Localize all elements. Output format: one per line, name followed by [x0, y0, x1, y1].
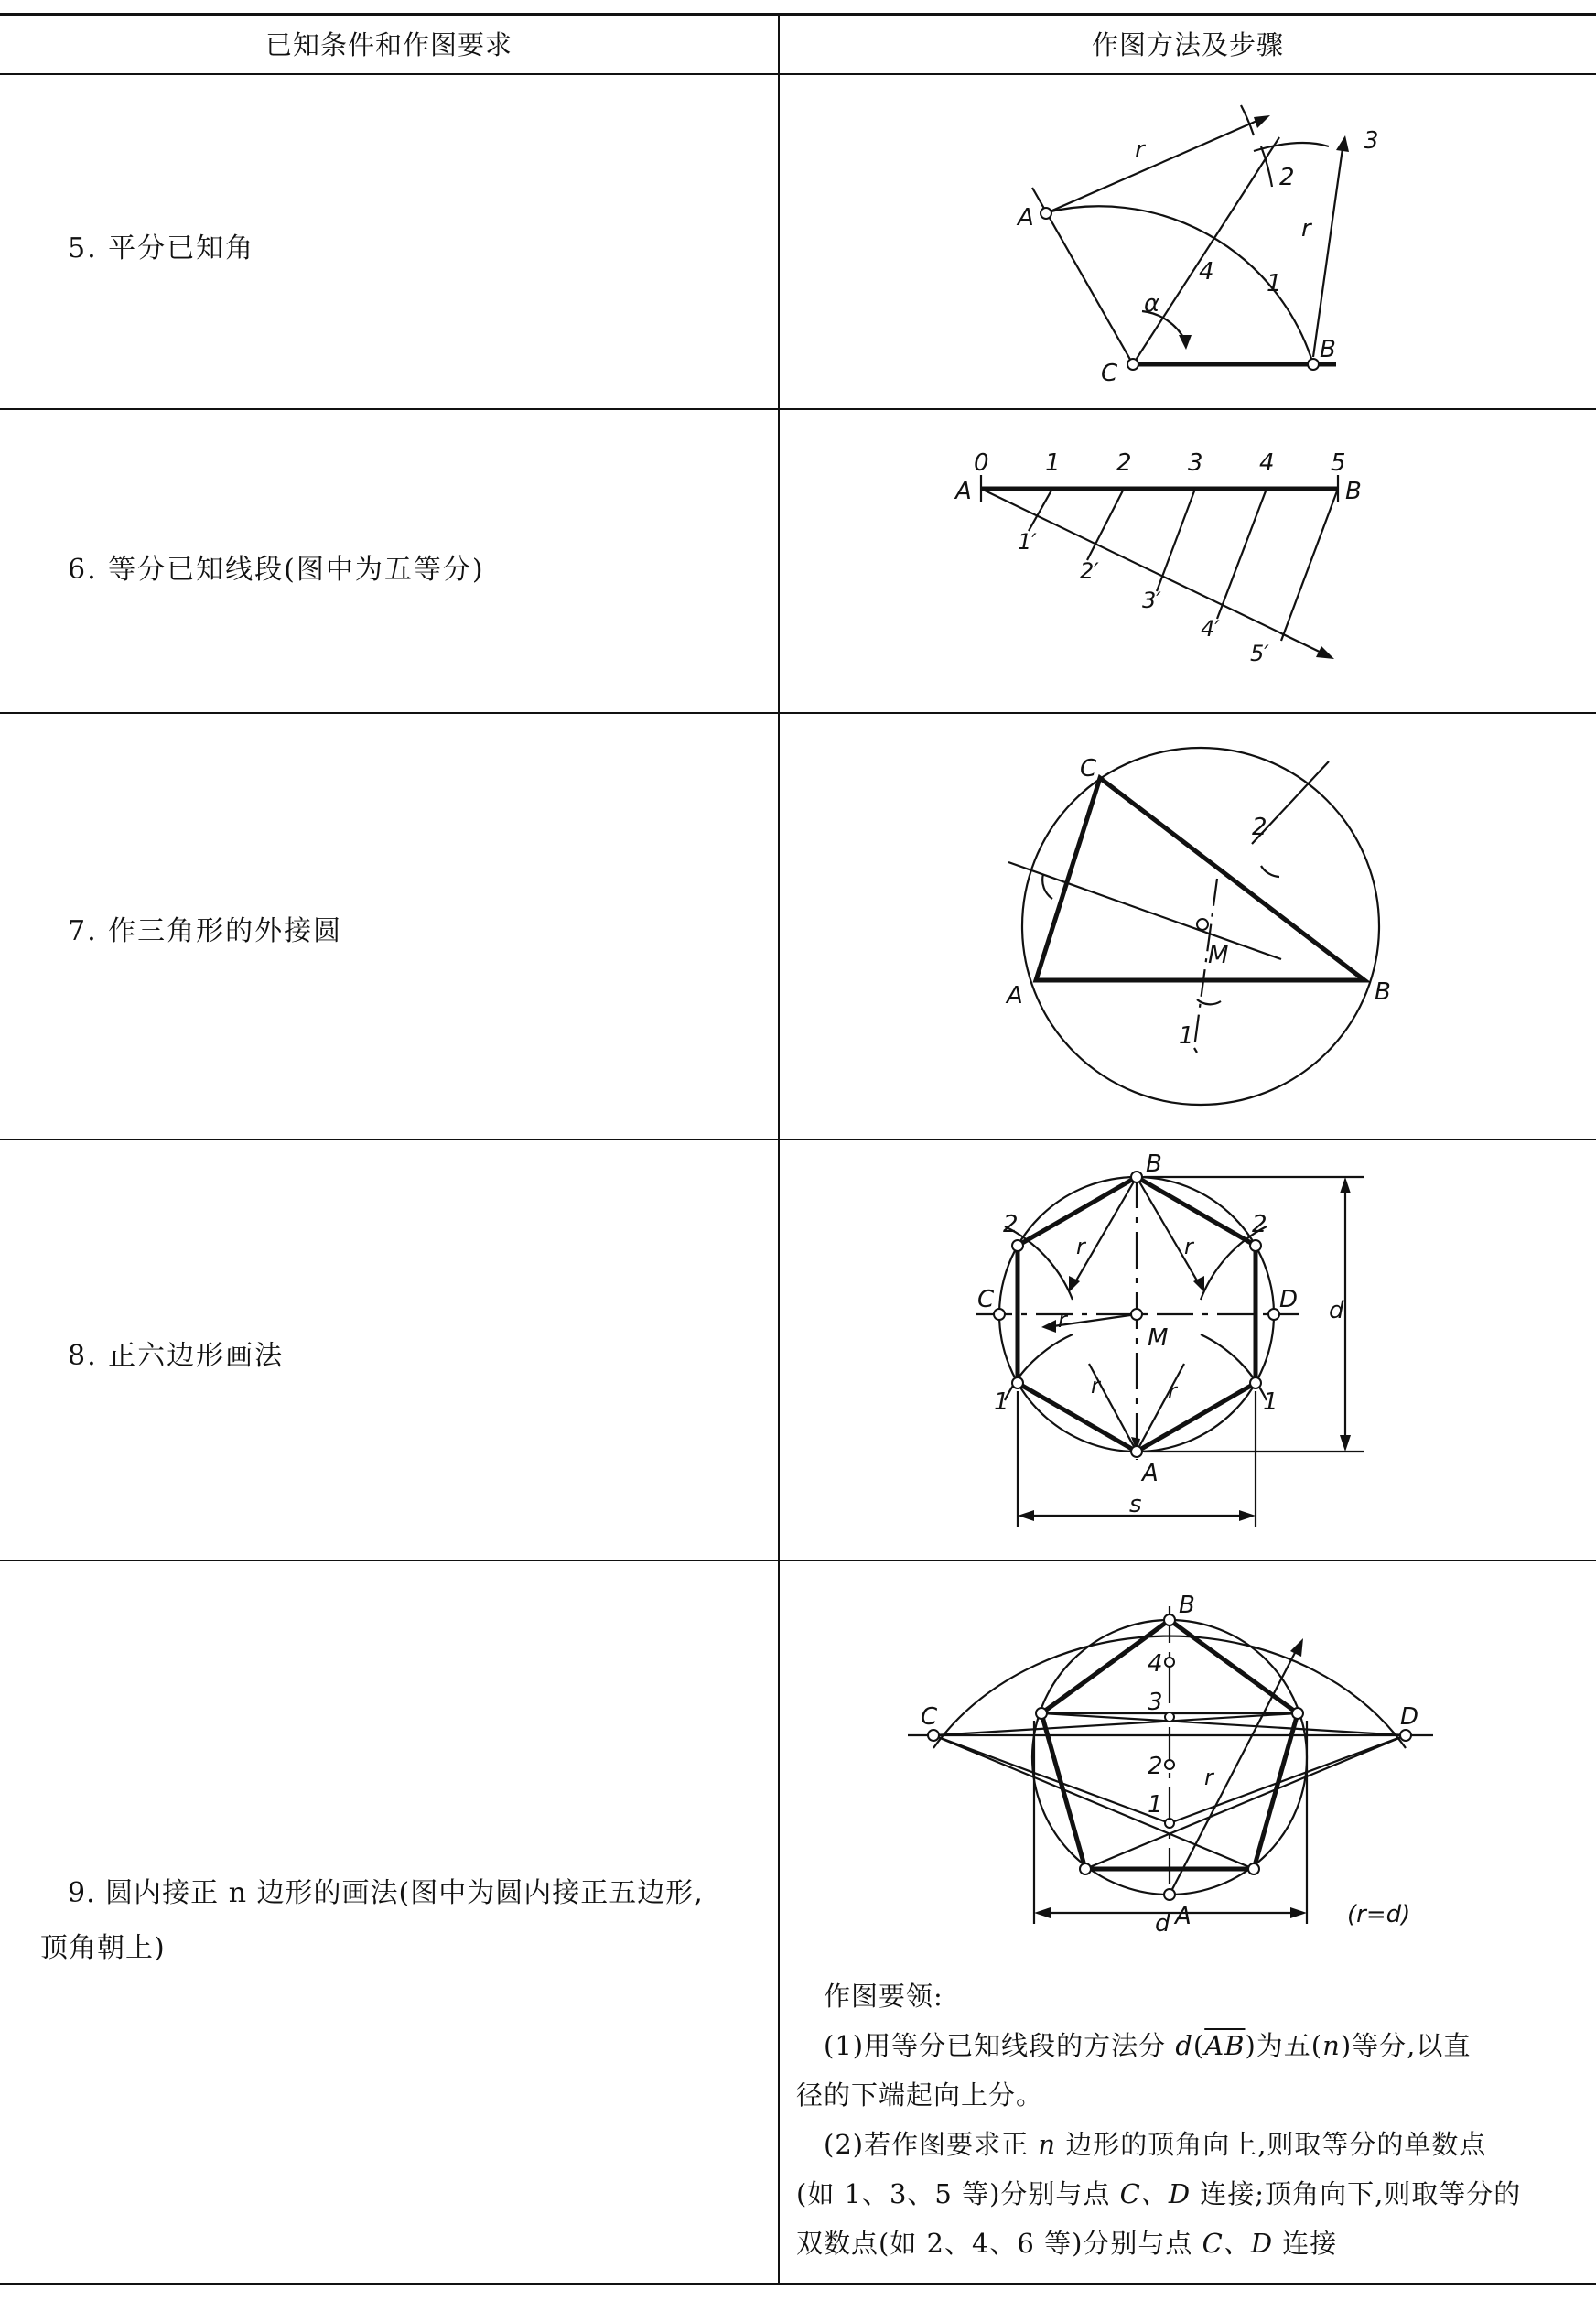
label-point: C: [1101, 360, 1118, 387]
note-variable: n: [1322, 2030, 1341, 2061]
note-text: (如 1、3、5 等)分别与点: [796, 2178, 1120, 2209]
label-radius: r: [1135, 136, 1145, 164]
hexagon-diagram: [780, 1140, 1596, 1560]
note-text: 连接;顶角向下,则取等分的: [1191, 2178, 1522, 2209]
note-variable: d: [1175, 2030, 1193, 2061]
label-point: A: [1142, 1460, 1159, 1487]
label-angle: α: [1144, 290, 1160, 318]
figure-bisect-angle: [780, 75, 1596, 408]
table-bottom-rule: [0, 2283, 1596, 2285]
label-point: M: [1208, 942, 1229, 969]
label-point: D: [1279, 1286, 1299, 1313]
label-step: 2: [1252, 1211, 1267, 1238]
label-radius: r: [1301, 215, 1311, 243]
label-radius: r: [1184, 1234, 1193, 1259]
note-variable: C、D: [1202, 2228, 1274, 2259]
note-text: 边形的顶角向上,则取等分的单数点: [1056, 2129, 1487, 2160]
label-radius: r: [1058, 1307, 1067, 1333]
label-dimension: d: [1329, 1297, 1344, 1324]
requirement-hexagon: 8. 正六边形画法: [68, 1340, 285, 1372]
note-text: (: [1192, 2030, 1205, 2061]
label-tick: 5: [1331, 449, 1346, 477]
label-radius: r: [1204, 1765, 1213, 1790]
inscribed-pentagon-diagram: [780, 1561, 1596, 1940]
column-header-requirements: 已知条件和作图要求: [264, 28, 512, 60]
note-text: )等分,以直: [1340, 2030, 1472, 2061]
note-segment: $\overline{AB}$: [1204, 2030, 1246, 2061]
requirement-inscribed-polygon: [40, 1866, 772, 1976]
figure-inscribed-pentagon: [780, 1561, 1596, 1940]
label-tick: 1: [1045, 449, 1061, 477]
label-condition: (r=d): [1347, 1901, 1411, 1928]
label-step: 4: [1199, 258, 1214, 286]
label-division: 1′: [1018, 529, 1037, 555]
requirement-line: 顶角朝上): [40, 1932, 166, 1964]
label-point: B: [1320, 336, 1336, 363]
label-step: 1: [1148, 1791, 1163, 1819]
divide-segment-diagram: [780, 410, 1596, 712]
label-point: D: [1400, 1703, 1419, 1731]
column-header-method: 作图方法及步骤: [1091, 28, 1284, 60]
label-step: 1: [994, 1388, 1009, 1416]
label-point: B: [1146, 1150, 1162, 1178]
label-step: 2: [1279, 164, 1295, 191]
note-text: (2)若作图要求正: [824, 2129, 1039, 2160]
label-division: 4′: [1201, 616, 1220, 642]
note-text: )为五(: [1245, 2030, 1323, 2061]
requirement-circumcircle: 7. 作三角形的外接圆: [68, 915, 343, 947]
construction-notes: [796, 1971, 1565, 2268]
label-point: B: [1375, 978, 1391, 1006]
requirement-divide-segment: 6. 等分已知线段(图中为五等分): [68, 554, 485, 586]
bisect-angle-diagram: [780, 75, 1596, 408]
figure-hexagon: [780, 1140, 1596, 1560]
label-point: C: [921, 1703, 938, 1731]
label-point: A: [1175, 1903, 1192, 1930]
label-point: B: [1345, 478, 1362, 505]
notes-point-2-cont: [796, 2169, 1565, 2219]
label-point: B: [1179, 1592, 1195, 1619]
notes-point-1-cont: 径的下端起向上分。: [796, 2079, 1044, 2111]
label-point: C: [977, 1286, 995, 1313]
figure-circumcircle: [780, 714, 1596, 1139]
note-variable: C、D: [1119, 2178, 1192, 2209]
label-step: 2: [1003, 1211, 1019, 1238]
note-variable: n: [1038, 2129, 1056, 2160]
circumcircle-diagram: [780, 714, 1596, 1139]
label-radius: r: [1091, 1373, 1100, 1398]
notes-point-2-cont: [796, 2219, 1565, 2268]
label-step: 2: [1252, 814, 1267, 841]
requirement-bisect-angle: 5. 平分已知角: [68, 232, 255, 265]
label-radius: r: [1168, 1378, 1177, 1404]
label-step: 4: [1148, 1650, 1163, 1678]
label-step: 1: [1179, 1022, 1194, 1050]
construction-table: [0, 13, 1596, 2286]
label-radius: r: [1076, 1234, 1085, 1259]
label-division: 3′: [1142, 588, 1161, 613]
note-text: 双数点(如 2、4、6 等)分别与点: [796, 2228, 1202, 2259]
notes-title: 作图要领:: [824, 1981, 944, 2012]
label-point: A: [1018, 204, 1034, 232]
label-dimension: d: [1155, 1910, 1170, 1938]
note-text: 连接: [1273, 2228, 1338, 2259]
note-text: (1)用等分已知线段的方法分: [824, 2030, 1176, 2061]
label-division: 5′: [1250, 641, 1269, 666]
label-step: 1: [1267, 270, 1282, 297]
label-step: 1: [1263, 1388, 1278, 1416]
label-tick: 2: [1116, 449, 1132, 477]
label-point: A: [955, 478, 972, 505]
label-step: 3: [1364, 127, 1379, 155]
figure-divide-segment: [780, 410, 1596, 712]
requirement-line: 9. 圆内接正 n 边形的画法(图中为圆内接正五边形,: [68, 1877, 704, 1909]
label-dimension: s: [1129, 1491, 1142, 1518]
label-tick: 0: [974, 449, 989, 477]
label-step: 3: [1148, 1689, 1163, 1716]
label-division: 2′: [1080, 558, 1099, 584]
label-tick: 3: [1188, 449, 1203, 477]
label-step: 2: [1148, 1753, 1163, 1780]
label-tick: 4: [1259, 449, 1275, 477]
notes-point-1: [796, 2021, 1565, 2070]
label-point: A: [1007, 982, 1023, 1010]
label-point: M: [1148, 1324, 1169, 1352]
label-point: C: [1080, 755, 1097, 783]
notes-point-2: [796, 2120, 1565, 2169]
